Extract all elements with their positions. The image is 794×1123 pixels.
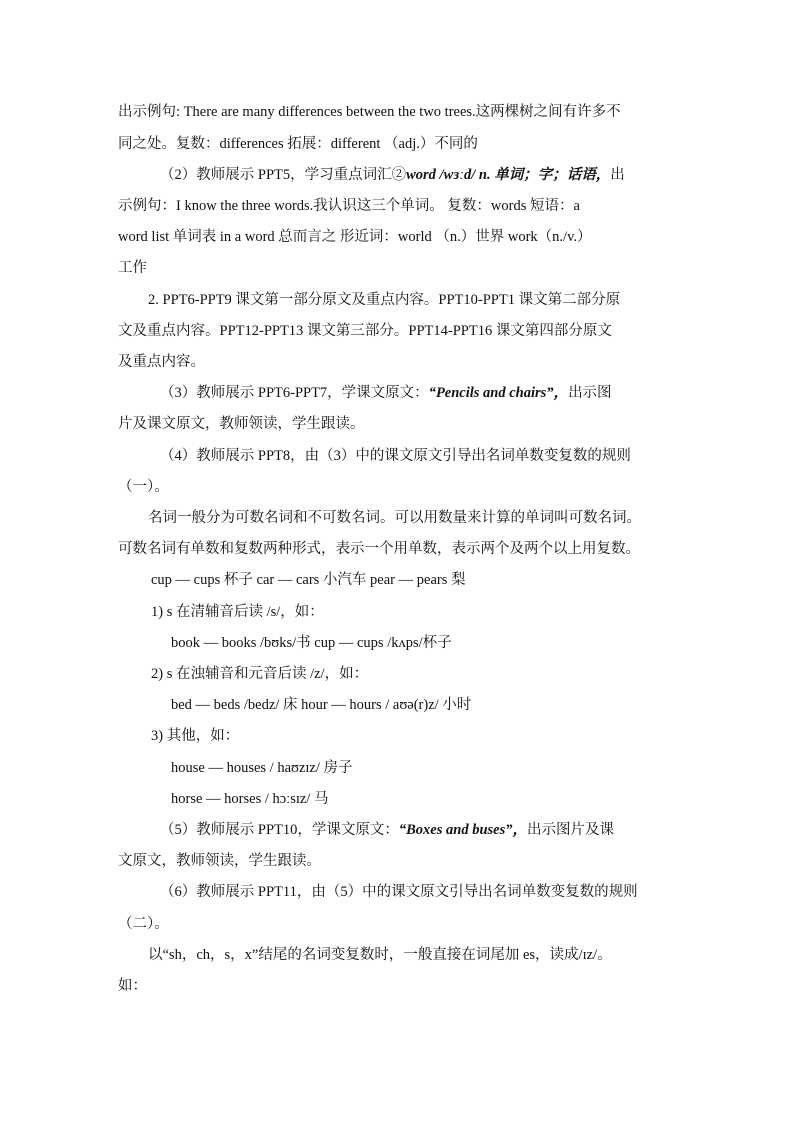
text-line: 片及课文原文，教师领读，学生跟读。 [118,416,365,432]
text-line: 3) 其他，如： [151,728,240,744]
text-line: 及重点内容。 [118,354,205,370]
text-line: 名词一般分为可数名词和不可数名词。可以用数量来计算的单词叫可数名词。 [148,510,641,526]
text-line: 文及重点内容。PPT12-PPT13 课文第三部分。PPT14-PPT16 课文第四部分原文 [118,323,612,339]
text-segment: 出示图片及课 [526,822,614,838]
text-line: （6）教师展示 PPT11，由（5）中的课文原文引导出名词单数变复数的规则 [160,884,638,900]
text-line: 工作 [118,260,147,276]
text-line: 以“sh，ch，s，x”结尾的名词变复数时，一般直接在词尾加 es，读成/ɪz/。 [148,947,612,963]
text-segment: （2）教师展示 PPT5，学习重点词汇② [160,167,407,183]
text-line: horse — horses / hɔːsɪz/ 马 [171,791,329,807]
text-line: 出示例句: There are many differences between the two trees.这两棵树之间有许多不 [118,104,621,120]
text-segment: （3）教师展示 PPT6-PPT7，学课文原文： [160,385,429,401]
text-segment: 出示图 [568,385,612,401]
text-line: 同之处。复数：differences 拓展：different （adj.）不同的 [118,136,478,152]
text-line: book — books /bʊks/书 cup — cups /kʌps/杯子 [171,635,452,651]
lesson-title: “Pencils and chairs”， [428,385,569,401]
lesson-title: “Boxes and buses”， [398,822,527,838]
text-line: 2) s 在浊辅音和元音后读 /z/，如： [151,666,369,682]
text-line: house — houses / haʊzɪz/ 房子 [171,760,353,776]
text-line: 如： [118,978,147,994]
text-line: 2. PPT6-PPT9 课文第一部分原文及重点内容。PPT10-PPT1 课文第二部分原 [148,292,621,308]
text-line: cup — cups 杯子 car — cars 小汽车 pear — pears 梨 [151,572,466,588]
text-segment: 出 [610,167,625,183]
text-line: 可数名词有单数和复数两种形式，表示一个用单数，表示两个及两个以上用复数。 [118,541,640,557]
text-line: bed — beds /bedz/ 床 hour — hours / aʊə(r)z/ 小时 [171,697,472,713]
text-line: word list 单词表 in a word 总而言之 形近词：world （n.）世界 work（n./v.） [118,229,592,245]
text-line: （一）。 [118,479,169,495]
text-line [160,165,625,185]
text-line: 文原文，教师领读，学生跟读。 [118,853,321,869]
text-line: 示例句：I know the three words.我认识这三个单词。 复数：words 短语：a [118,198,580,214]
text-line [160,820,614,840]
text-line: （4）教师展示 PPT8，由（3）中的课文原文引导出名词单数变复数的规则 [160,448,631,464]
text-line: （二）。 [118,916,169,932]
text-line [160,383,612,403]
vocab-word-definition: word /wɜːd/ n. 单词；字；话语， [406,167,611,183]
text-line: 1) s 在清辅音后读 /s/，如： [151,604,324,620]
text-segment: （5）教师展示 PPT10，学课文原文： [160,822,399,838]
